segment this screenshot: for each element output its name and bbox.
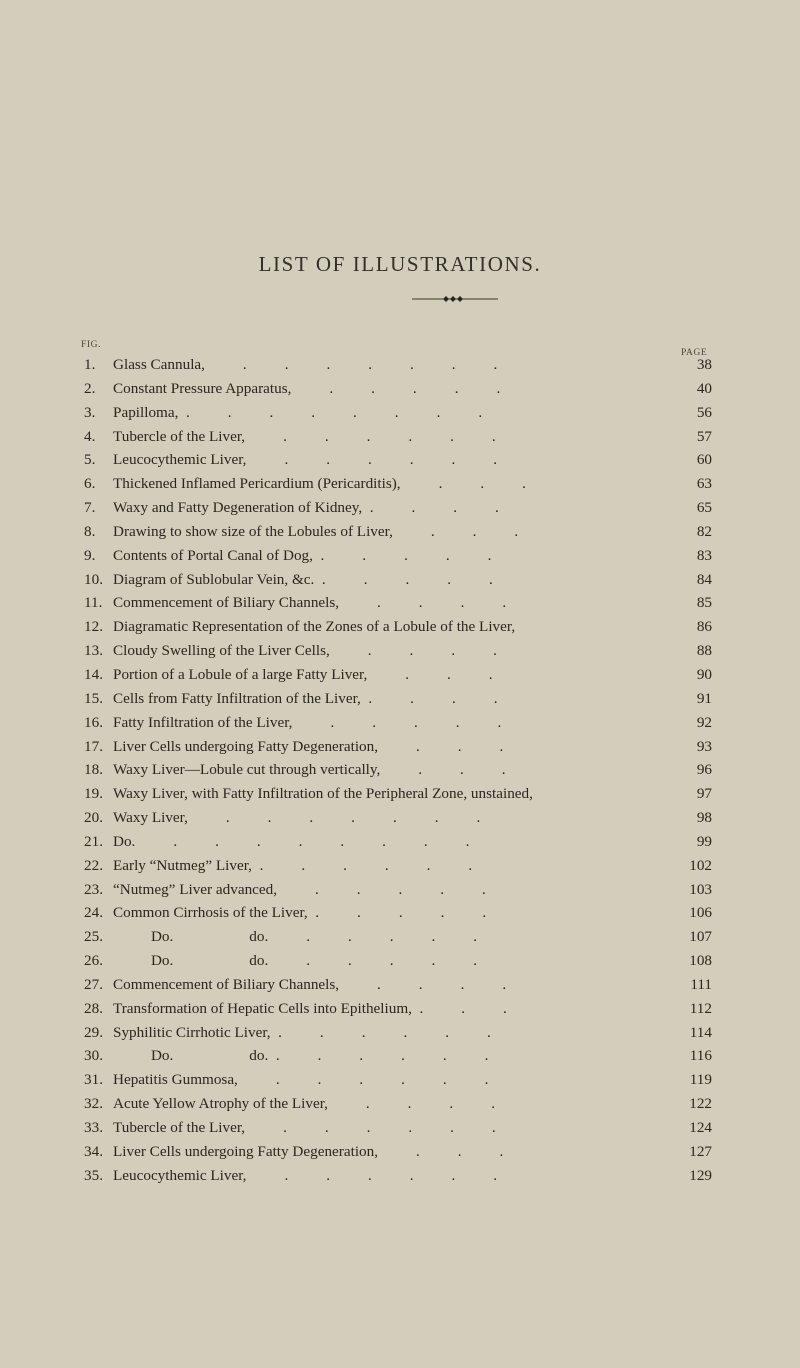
figure-number: 4. xyxy=(84,427,96,445)
page-number: 124 xyxy=(689,1119,712,1136)
illustration-title: Leucocythemic Liver, . . . . . . xyxy=(113,1166,498,1184)
list-item xyxy=(0,639,800,663)
illustration-title: Diagram of Sublobular Vein, &c. . . . . . xyxy=(113,570,493,588)
figure-number: 31. xyxy=(84,1071,103,1089)
illustration-title: Glass Cannula, . . . . . . . xyxy=(113,356,498,373)
illustration-title: Papilloma, . . . . . . . . xyxy=(113,403,483,421)
page-number: 116 xyxy=(689,1047,712,1065)
figure-number: 28. xyxy=(84,999,103,1017)
illustration-title: Tubercle of the Liver, . . . . . . xyxy=(113,1119,496,1136)
list-item xyxy=(0,520,800,544)
list-item xyxy=(0,544,800,568)
page-number: 65 xyxy=(696,499,712,517)
page-number: 60 xyxy=(696,451,712,469)
page-title: LIST OF ILLUSTRATIONS. xyxy=(258,252,542,276)
page-number: 111 xyxy=(690,975,712,993)
page-number: 112 xyxy=(689,999,712,1017)
list-item xyxy=(0,854,800,878)
figure-number: 9. xyxy=(84,546,96,564)
illustration-title: Commencement of Biliary Channels, . . . . xyxy=(113,975,507,993)
fig-column-header: FIG. xyxy=(81,340,102,350)
figure-number: 25. xyxy=(84,928,103,946)
list-item xyxy=(0,663,800,687)
page-number: 103 xyxy=(689,880,712,898)
figure-number: 2. xyxy=(84,379,96,397)
list-item xyxy=(0,782,800,806)
illustration-title: Cloudy Swelling of the Liver Cells, . . . . xyxy=(113,642,497,660)
figure-number: 5. xyxy=(84,451,96,469)
page-number: 82 xyxy=(696,522,712,540)
figure-number: 1. xyxy=(84,356,96,373)
illustration-title: Drawing to show size of the Lobules of Liver, . . . xyxy=(113,522,519,540)
illustration-title: Do. . . . . . . . . xyxy=(113,832,470,850)
illustration-title: Tubercle of the Liver, . . . . . . xyxy=(113,427,496,445)
illustration-title: Cells from Fatty Infiltration of the Liver, . . . . xyxy=(113,689,498,707)
illustration-title: Do. do. . . . . . . xyxy=(113,1047,489,1065)
list-item xyxy=(0,973,800,997)
figure-number: 32. xyxy=(84,1095,103,1113)
illustration-title: Waxy Liver, with Fatty Infiltration of the Peripheral Zone, unstained, xyxy=(113,785,533,803)
page-number: 91 xyxy=(696,689,712,707)
list-item xyxy=(0,448,800,472)
page-number: 102 xyxy=(689,856,712,874)
page-number: 83 xyxy=(696,546,712,564)
page-number: 56 xyxy=(696,403,712,421)
illustration-title: Acute Yellow Atrophy of the Liver, . . . . xyxy=(113,1095,495,1113)
figure-number: 8. xyxy=(84,522,96,540)
illustration-title: Syphilitic Cirrhotic Liver, . . . . . . xyxy=(113,1023,491,1041)
illustration-title: “Nutmeg” Liver advanced, . . . . . xyxy=(113,880,486,898)
list-item xyxy=(0,1021,800,1045)
figure-number: 17. xyxy=(84,737,103,755)
page-number: 108 xyxy=(689,952,712,970)
list-item xyxy=(0,1068,800,1092)
page-number: 99 xyxy=(696,832,712,850)
list-item xyxy=(0,377,800,401)
list-item xyxy=(0,830,800,854)
list-item xyxy=(0,615,800,639)
figure-number: 33. xyxy=(84,1119,103,1136)
list-item xyxy=(0,925,800,949)
illustration-title: Fatty Infiltration of the Liver, . . . . . xyxy=(113,713,502,731)
page-number: 98 xyxy=(696,809,712,827)
illustration-title: Waxy Liver, . . . . . . . xyxy=(113,809,481,827)
page-number: 92 xyxy=(696,713,712,731)
illustration-title: Liver Cells undergoing Fatty Degeneration, . . . xyxy=(113,1142,504,1160)
list-item xyxy=(0,472,800,496)
list-item xyxy=(0,1116,800,1140)
list-item xyxy=(0,401,800,425)
figure-number: 12. xyxy=(84,618,103,636)
list-item xyxy=(0,1092,800,1116)
figure-number: 20. xyxy=(84,809,103,827)
page-number: 106 xyxy=(689,904,712,922)
figure-number: 26. xyxy=(84,952,103,970)
illustration-title: Diagramatic Representation of the Zones of a Lobule of the Liver, xyxy=(113,618,516,636)
list-item xyxy=(0,1140,800,1164)
figure-number: 35. xyxy=(84,1166,103,1184)
list-item xyxy=(0,949,800,973)
list-item xyxy=(0,591,800,615)
page-number: 97 xyxy=(696,785,712,803)
list-item xyxy=(0,353,800,377)
page-number: 114 xyxy=(689,1023,712,1041)
page-number: 86 xyxy=(696,618,712,636)
page-number: 63 xyxy=(696,475,712,493)
page-number: 90 xyxy=(696,665,712,683)
illustration-title: Liver Cells undergoing Fatty Degeneration, . . . xyxy=(113,737,504,755)
list-item xyxy=(0,758,800,782)
figure-number: 15. xyxy=(84,689,103,707)
page-number: 93 xyxy=(696,737,712,755)
figure-number: 22. xyxy=(84,856,103,874)
figure-number: 21. xyxy=(84,832,103,850)
page-number: 57 xyxy=(696,427,712,445)
list-item xyxy=(0,806,800,830)
list-item xyxy=(0,496,800,520)
figure-number: 10. xyxy=(84,570,103,588)
ornament-divider-icon xyxy=(412,294,498,304)
figure-number: 24. xyxy=(84,904,103,922)
figure-number: 29. xyxy=(84,1023,103,1041)
page-column-header: PAGE xyxy=(681,348,708,358)
illustration-title: Common Cirrhosis of the Liver, . . . . . xyxy=(113,904,487,922)
list-item xyxy=(0,711,800,735)
illustration-title: Early “Nutmeg” Liver, . . . . . . xyxy=(113,856,473,874)
list-item xyxy=(0,687,800,711)
illustration-title: Waxy and Fatty Degeneration of Kidney, . . . . xyxy=(113,499,499,517)
page-number: 129 xyxy=(689,1166,712,1184)
illustration-title: Thickened Inflamed Pericardium (Pericarditis), . . . xyxy=(113,475,526,493)
illustration-title: Do. do. . . . . . xyxy=(113,952,478,970)
list-item xyxy=(0,425,800,449)
illustration-title: Commencement of Biliary Channels, . . . . xyxy=(113,594,507,612)
illustration-title: Waxy Liver—Lobule cut through vertically, . . . xyxy=(113,761,506,779)
page-number: 96 xyxy=(696,761,712,779)
illustrations-list xyxy=(0,353,800,1188)
list-item xyxy=(0,568,800,592)
page-number: 84 xyxy=(696,570,712,588)
illustration-title: Hepatitis Gummosa, . . . . . . xyxy=(113,1071,489,1089)
illustration-title: Constant Pressure Apparatus, . . . . . xyxy=(113,379,501,397)
illustration-title: Do. do. . . . . . xyxy=(113,928,478,946)
figure-number: 14. xyxy=(84,665,103,683)
figure-number: 6. xyxy=(84,475,96,493)
illustration-title: Portion of a Lobule of a large Fatty Liver, . . . xyxy=(113,665,493,683)
figure-number: 27. xyxy=(84,975,103,993)
list-item xyxy=(0,1044,800,1068)
figure-number: 16. xyxy=(84,713,103,731)
figure-number: 11. xyxy=(84,594,103,612)
figure-number: 30. xyxy=(84,1047,103,1065)
page-number: 119 xyxy=(689,1071,712,1089)
list-item xyxy=(0,735,800,759)
page-number: 88 xyxy=(696,642,712,660)
figure-number: 18. xyxy=(84,761,103,779)
page-number: 127 xyxy=(689,1142,712,1160)
page-number: 122 xyxy=(689,1095,712,1113)
figure-number: 3. xyxy=(84,403,96,421)
figure-number: 34. xyxy=(84,1142,103,1160)
illustration-title: Transformation of Hepatic Cells into Epithelium, . . . xyxy=(113,999,507,1017)
page-number: 38 xyxy=(696,356,712,373)
list-item xyxy=(0,1164,800,1188)
illustration-title: Contents of Portal Canal of Dog, . . . . . xyxy=(113,546,492,564)
page-number: 85 xyxy=(696,594,712,612)
figure-number: 7. xyxy=(84,499,96,517)
page-number: 40 xyxy=(696,379,712,397)
figure-number: 13. xyxy=(84,642,103,660)
figure-number: 19. xyxy=(84,785,103,803)
illustration-title: Leucocythemic Liver, . . . . . . xyxy=(113,451,498,469)
figure-number: 23. xyxy=(84,880,103,898)
list-item xyxy=(0,901,800,925)
page-number: 107 xyxy=(689,928,712,946)
list-item xyxy=(0,997,800,1021)
list-item xyxy=(0,878,800,902)
